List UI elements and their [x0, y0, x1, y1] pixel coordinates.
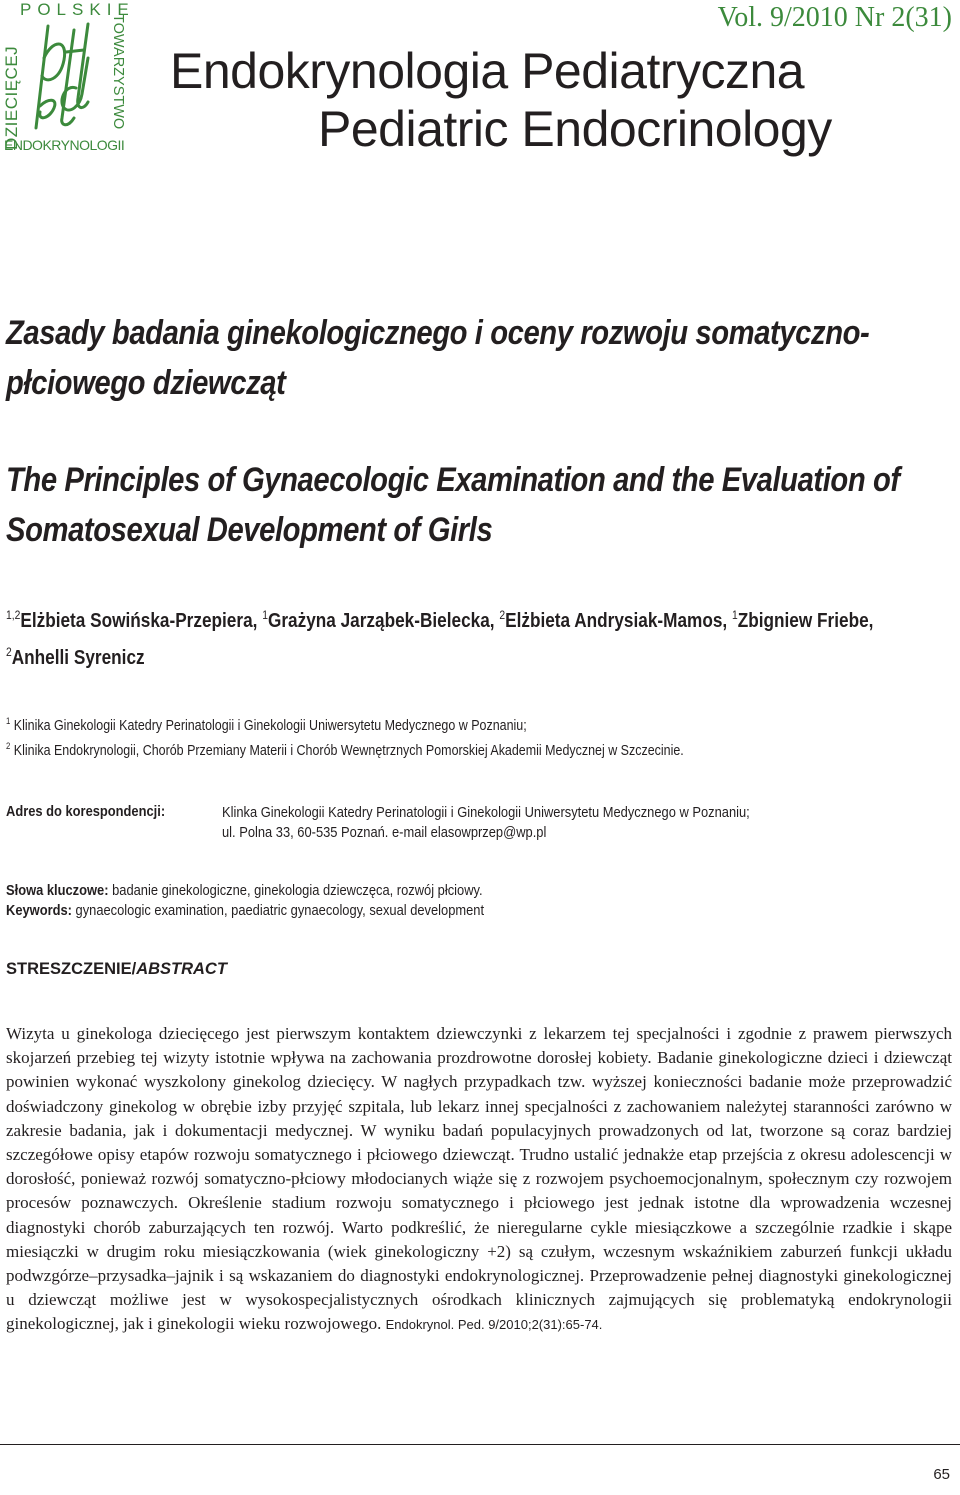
logo-bottom-text: ENDOKRYNOLOGII [4, 137, 125, 153]
abstract-heading [6, 960, 227, 979]
affiliation-sup: 1 [6, 716, 11, 726]
author-affiliation-sup: 1 [262, 608, 268, 622]
author-affiliation-sup: 1,2 [6, 608, 21, 622]
correspondence-line: Klinka Ginekologii Katedry Perinatologii i Ginekologii Uniwersytetu Medycznego w Poznaniu; [222, 804, 750, 821]
affiliation-text: Klinika Endokrynologii, Chorób Przemiany Materii i Chorób Wewnętrznych Pomorskiej Akademii Medycznej w Szczecinie. [13, 743, 684, 759]
journal-logo [0, 0, 135, 156]
affiliation-item [6, 736, 943, 761]
keywords-pl-label: Słowa kluczowe: [6, 882, 109, 899]
keywords-en [6, 901, 943, 921]
logo-top-text: POLSKIE [20, 0, 135, 19]
correspondence-line: ul. Polna 33, 60-535 Poznań. e-mail elasowprzep@wp.pl [222, 824, 547, 841]
correspondence-label: Adres do korespondencji: [6, 803, 166, 820]
author-name: Elżbieta Sowińska-Przepiera, [20, 610, 258, 632]
article-title-pl: Zasady badania ginekologicznego i oceny rozwoju somatyczno-płciowego dziewcząt [6, 314, 870, 402]
keywords-en-text: gynaecologic examination, paediatric gynaecology, sexual development [75, 902, 485, 919]
article-title-en: The Principles of Gynaecologic Examination and the Evaluation of Somatosexual Development of Girls [6, 461, 900, 549]
keywords-en-label: Keywords: [6, 902, 72, 919]
author-list [6, 600, 943, 674]
keywords-pl-text: badanie ginekologiczne, ginekologia dziewczęca, rozwój płciowy. [112, 882, 483, 899]
logo-monogram-icon [22, 18, 112, 136]
volume-info: Vol. 9/2010 Nr 2(31) [717, 2, 952, 33]
keywords-pl [6, 881, 943, 901]
citation: Endokrynol. Ped. 9/2010;2(31):65-74. [385, 1317, 603, 1333]
affiliation-item [6, 711, 943, 736]
journal-title-pl: Endokrynologia Pediatryczna [170, 43, 805, 99]
page-number: 65 [933, 1466, 950, 1483]
author-affiliation-sup: 2 [499, 608, 506, 622]
affiliation-text: Klinika Ginekologii Katedry Perinatologii i Ginekologii Uniwersytetu Medycznego w Poznaniu; [13, 718, 527, 734]
affiliations [6, 711, 943, 761]
author-name: Anhelli Syrenicz [11, 647, 145, 669]
abstract-body [6, 1022, 952, 1338]
journal-title-en: Pediatric Endocrinology [318, 101, 832, 157]
correspondence-address [222, 803, 944, 843]
footer-rule [0, 1444, 960, 1495]
author-affiliation-sup: 2 [6, 645, 12, 659]
author-affiliation-sup: 1 [731, 608, 738, 622]
abstract-text: Wizyta u ginekologa dziecięcego jest pierwszym kontaktem dziewczynki z lekarzem tej specjalności i zgodnie z prawem pierwszych skojarzeń przebieg tej wizyty istotnie wpływa na zachowania prozdrowotne dorosłej kobiety. Badanie ginekologiczne dzieci i dziewcząt powinien wykonać wyszkolony ginekolog dziecięcy. W nagłych przypadkach tzw. wyższej konieczności badanie może przeprowadzić doświadczony ginekolog w obrębie izby przyjęć szpitala, lub lekarz innej specjalności z zachowaniem należytej staranności zarówno w zakresie badania, jak i dokumentacji medycznej. W wyniku badań populacyjnych prowadzonych od lat, tworzone są coraz bardziej szczegółowe opisy etapów rozwoju somatycznego i płciowego dziewcząt. Trudno ustalić jednakże etap przejścia z okresu adolescencji w dorosłość, ponieważ rozwój somatyczno-płciowy młodocianych wiąże się z rozwojem psychoemocjonalnym, społecznym czy rozwojem procesów poznawczych. Określenie stadium rozwoju somatycznego i płciowego jest jednak istotne dla wprowadzenia wczesnej diagnostyki chorób zaburzających ten rozwój. Warto podkreślić, że nieregularne cykle miesiączkowe a szczególnie rzadkie i skąpe miesiączki w drugim roku miesiączkowania (wiek ginekologiczny +2) są czułym, wczesnym wskaźnikiem zaburzeń funkcji układu podwzgórze–przysadka–jajnik i są wskazaniem do diagnostyki endokrynologicznej. Przeprowadzenie pełnej diagnostyki ginekologicznej u dziewcząt możliwe jest w wysokospecjalistycznych ośrodkach klinicznych zajmujących się problematyką endokrynologii ginekologicznej, jak i ginekologii wieku rozwojowego. [6, 1024, 952, 1334]
author-name: Zbigniew Friebe, [737, 610, 874, 632]
author-name: Grażyna Jarząbek-Bielecka, [267, 610, 495, 632]
logo-left-text: DZIECIĘCEJ [2, 45, 21, 150]
author-name: Elżbieta Andrysiak-Mamos, [505, 610, 728, 632]
affiliation-sup: 2 [6, 741, 11, 751]
abstract-heading-pl: STRESZCZENIE/ [6, 960, 137, 978]
logo-right-text: TOWARZYSTWO [110, 14, 126, 130]
abstract-heading-en: ABSTRACT [136, 960, 227, 978]
